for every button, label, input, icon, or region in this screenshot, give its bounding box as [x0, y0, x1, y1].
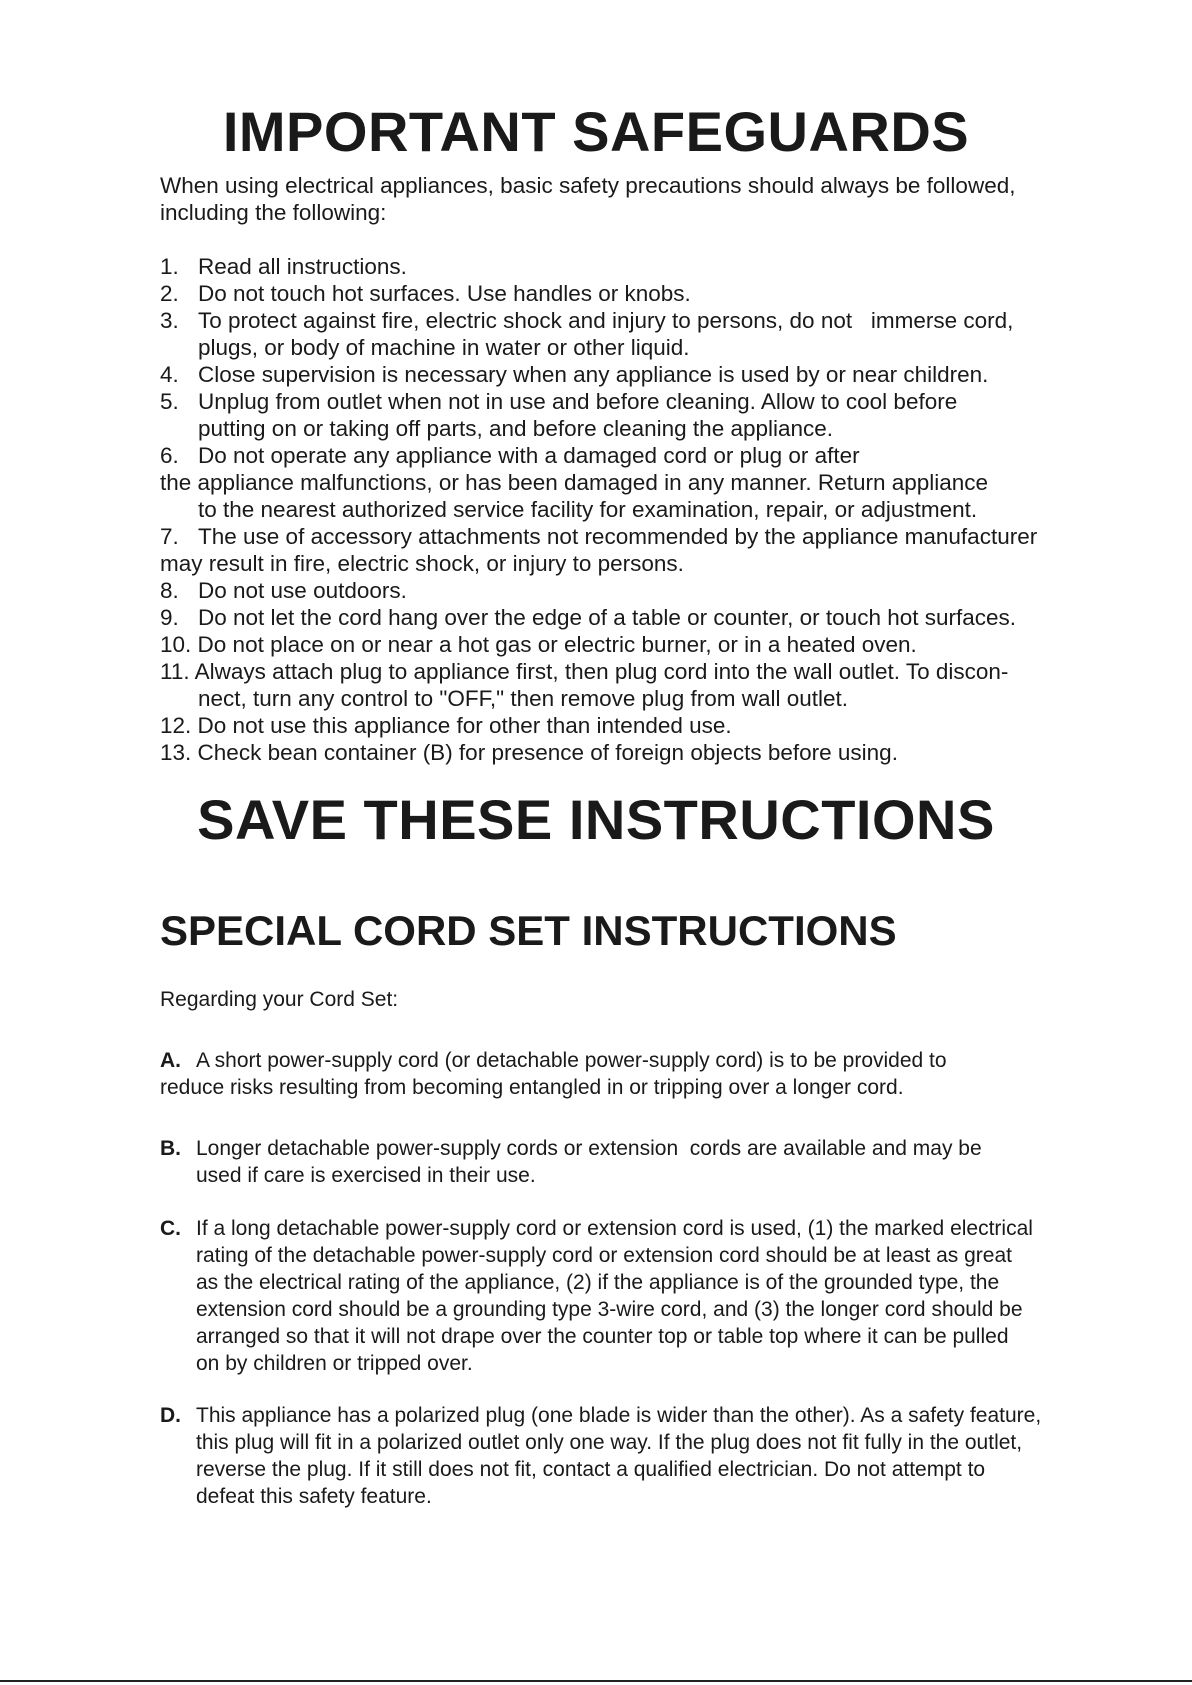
item-text: If a long detachable power-supply cord or extension cord is used, (1) the marked electrical [196, 1217, 1033, 1240]
item-number: 1. [160, 254, 179, 279]
item-number: 8. [160, 578, 179, 603]
list-item [160, 604, 1120, 631]
item-number: 6. [160, 443, 179, 468]
list-item [160, 361, 1120, 388]
item-text-continued: putting on or taking off parts, and before cleaning the appliance. [198, 416, 834, 441]
item-text: Unplug from outlet when not in use and before cleaning. Allow to cool before [198, 389, 958, 414]
item-text: To protect against fire, electric shock and injury to persons, do not immerse cord, [198, 308, 1014, 333]
list-item [160, 442, 1120, 523]
list-item [160, 280, 1120, 307]
item-text-continued: as the electrical rating of the appliance, (2) if the appliance is of the grounded type, the [196, 1271, 1000, 1294]
item-text-continued: this plug will fit in a polarized outlet only one way. If the plug does not fit fully in the outlet, [196, 1431, 1023, 1454]
item-letter: B. [160, 1137, 181, 1160]
item-text: Always attach plug to appliance first, then plug cord into the wall outlet. To discon- [194, 659, 1009, 684]
item-text: Do not operate any appliance with a damaged cord or plug or after [198, 443, 860, 468]
item-number: 9. [160, 605, 179, 630]
item-text: Read all instructions. [198, 254, 407, 279]
item-text: Do not touch hot surfaces. Use handles or knobs. [198, 281, 691, 306]
item-text-continued: to the nearest authorized service facility for examination, repair, or adjustment. [198, 497, 978, 522]
list-item [160, 712, 1120, 739]
item-text: Longer detachable power-supply cords or extension cords are available and may be [196, 1137, 982, 1160]
list-item [160, 577, 1120, 604]
list-item [160, 658, 1120, 712]
list-item [160, 307, 1120, 361]
item-letter: A. [160, 1049, 181, 1072]
item-text-continued: reverse the plug. If it still does not fit, contact a qualified electrician. Do not attempt to [196, 1458, 986, 1481]
item-text: Do not let the cord hang over the edge of a table or counter, or touch hot surfaces. [198, 605, 1017, 630]
item-text: Do not use outdoors. [198, 578, 407, 603]
item-number: 13. [160, 740, 192, 765]
safeguards-intro: When using electrical appliances, basic safety precautions should always be followed, including the following: [160, 173, 1016, 225]
item-text: Close supervision is necessary when any appliance is used by or near children. [198, 362, 989, 387]
item-text: The use of accessory attachments not recommended by the appliance manufacturer [198, 524, 1038, 549]
item-number: 2. [160, 281, 179, 306]
item-text-continued: defeat this safety feature. [196, 1485, 432, 1508]
list-item [160, 253, 1120, 280]
cord-item-d [160, 1402, 1120, 1510]
item-text-continued: the appliance malfunctions, or has been damaged in any manner. Return appliance [160, 470, 989, 495]
item-text: Do not place on or near a hot gas or electric burner, or in a heated oven. [197, 632, 917, 657]
item-text-continued: arranged so that it will not drape over the counter top or table top where it can be pulled [196, 1325, 1009, 1348]
cord-item-a [160, 1047, 1120, 1101]
item-text: A short power-supply cord (or detachable power-supply cord) is to be provided to [196, 1049, 947, 1072]
list-item [160, 739, 1120, 766]
item-text: This appliance has a polarized plug (one blade is wider than the other). As a safety feature, [196, 1404, 1042, 1427]
item-text-continued: used if care is exercised in their use. [196, 1164, 536, 1187]
cord-set-title: SPECIAL CORD SET INSTRUCTIONS [160, 907, 897, 954]
item-text-continued: reduce risks resulting from becoming entangled in or tripping over a longer cord. [160, 1076, 904, 1099]
cord-set-regarding: Regarding your Cord Set: [160, 988, 399, 1011]
cord-item-b [160, 1135, 1120, 1189]
item-number: 12. [160, 713, 192, 738]
item-letter: D. [160, 1404, 181, 1427]
item-text-continued: plugs, or body of machine in water or other liquid. [198, 335, 690, 360]
item-text-continued: may result in fire, electric shock, or injury to persons. [160, 551, 684, 576]
item-text: Do not use this appliance for other than intended use. [197, 713, 732, 738]
bottom-rule [0, 1680, 1192, 1682]
item-text-continued: on by children or tripped over. [196, 1352, 473, 1375]
item-text-continued: nect, turn any control to "OFF," then remove plug from wall outlet. [198, 686, 849, 711]
list-item [160, 388, 1120, 442]
list-item [160, 523, 1120, 577]
item-number: 11. [160, 659, 190, 684]
item-text: Check bean container (B) for presence of foreign objects before using. [197, 740, 898, 765]
item-text-continued: rating of the detachable power-supply cord or extension cord should be at least as great [196, 1244, 1012, 1267]
cord-item-c [160, 1215, 1120, 1377]
item-number: 7. [160, 524, 179, 549]
item-number: 3. [160, 308, 179, 333]
save-instructions-title: SAVE THESE INSTRUCTIONS [197, 788, 995, 851]
safeguards-title: IMPORTANT SAFEGUARDS [222, 100, 970, 163]
item-letter: C. [160, 1217, 181, 1240]
safeguards-list [160, 253, 1120, 766]
item-number: 5. [160, 389, 179, 414]
list-item [160, 631, 1120, 658]
item-number: 4. [160, 362, 179, 387]
item-number: 10. [160, 632, 192, 657]
item-text-continued: extension cord should be a grounding type 3-wire cord, and (3) the longer cord should be [196, 1298, 1023, 1321]
